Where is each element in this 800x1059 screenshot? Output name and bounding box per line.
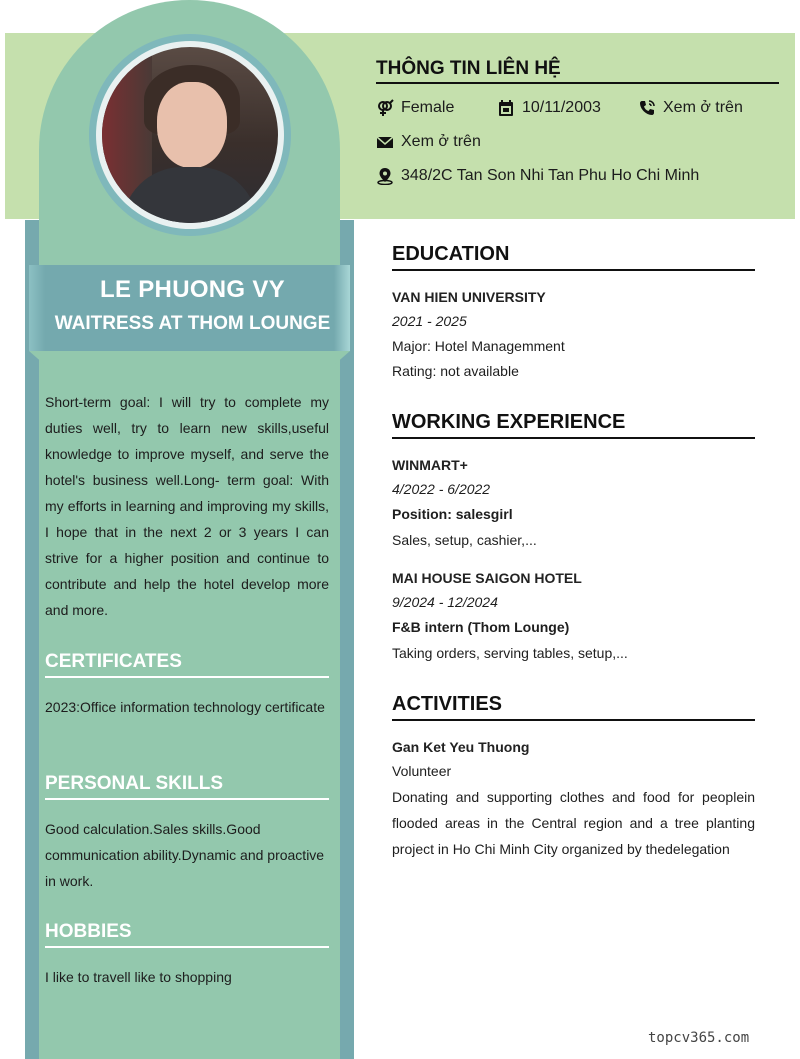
contact-birthday xyxy=(497,99,601,117)
activity-role: Volunteer xyxy=(392,763,452,779)
contact-heading: THÔNG TIN LIÊN HỆ xyxy=(376,58,779,84)
job-period: 9/2024 - 12/2024 xyxy=(392,594,498,610)
avatar xyxy=(102,47,278,223)
career-goal: Short-term goal: I will try to complete my duties well, try to learn new skills,useful knowledge to improve myself, and serve the hotel's business well.Long- term goal: With my efforts in learning and improving my skills, I hope that in the next 2 or 3 years I can strive for a higher position and continue to contribute and help the hotel develop more and more. xyxy=(45,394,329,618)
footer-watermark: topcv365.com xyxy=(648,1030,750,1046)
job-description: Taking orders, serving tables, setup,... xyxy=(392,645,628,661)
job-position: F&B intern (Thom Lounge) xyxy=(392,619,570,635)
job-position: Position: salesgirl xyxy=(392,506,513,522)
gender-value: Female xyxy=(401,99,455,116)
education-period: 2021 - 2025 xyxy=(392,313,467,329)
hobbies-section xyxy=(45,921,329,990)
contact-phone xyxy=(638,99,743,117)
skills-heading: PERSONAL SKILLS xyxy=(45,773,329,800)
contact-email xyxy=(376,133,481,151)
email-value: Xem ở trên xyxy=(401,133,481,150)
hobbies-text: I like to travell like to shopping xyxy=(45,969,232,985)
skills-text: Good calculation.Sales skills.Good communication ability.Dynamic and proactive in work. xyxy=(45,821,325,889)
certificates-text: 2023:Office information technology certificate xyxy=(45,699,325,715)
education-major: Major: Hotel Managemment xyxy=(392,338,565,354)
job-description: Sales, setup, cashier,... xyxy=(392,532,537,548)
certificates-section xyxy=(45,651,329,720)
activities-section xyxy=(392,693,755,862)
calendar-icon xyxy=(497,99,515,117)
experience-item xyxy=(392,453,755,553)
company-name: WINMART+ xyxy=(392,457,468,473)
birthday-value: 10/11/2003 xyxy=(522,99,601,116)
address-value: 348/2C Tan Son Nhi Tan Phu Ho Chi Minh xyxy=(401,167,700,184)
activities-heading: ACTIVITIES xyxy=(392,693,755,721)
education-heading: EDUCATION xyxy=(392,243,755,271)
job-title: WAITRESS AT THOM LOUNGE xyxy=(54,313,331,334)
location-pin-icon xyxy=(376,167,394,185)
education-rating: Rating: not available xyxy=(392,363,519,379)
activity-description: Donating and supporting clothes and food for peoplein flooded areas in the Central region and a tree planting project in Ho Chi Minh City organized by thedelegation xyxy=(392,789,755,857)
hobbies-heading: HOBBIES xyxy=(45,921,329,948)
mail-icon xyxy=(376,133,394,151)
experience-heading: WORKING EXPERIENCE xyxy=(392,411,755,439)
experience-item xyxy=(392,566,755,666)
certificates-heading: CERTIFICATES xyxy=(45,651,329,678)
skills-section xyxy=(45,773,329,894)
education-section xyxy=(392,243,755,384)
contact-address xyxy=(376,167,699,185)
phone-icon xyxy=(638,99,656,117)
contact-gender xyxy=(376,99,454,117)
job-period: 4/2022 - 6/2022 xyxy=(392,481,491,497)
school-name: VAN HIEN UNIVERSITY xyxy=(392,289,546,305)
phone-value: Xem ở trên xyxy=(663,99,743,116)
candidate-name: LE PHUONG VY xyxy=(100,276,285,303)
activity-org: Gan Ket Yeu Thuong xyxy=(392,739,530,755)
company-name: MAI HOUSE SAIGON HOTEL xyxy=(392,570,582,586)
gender-icon xyxy=(376,99,394,117)
experience-section xyxy=(392,411,755,666)
